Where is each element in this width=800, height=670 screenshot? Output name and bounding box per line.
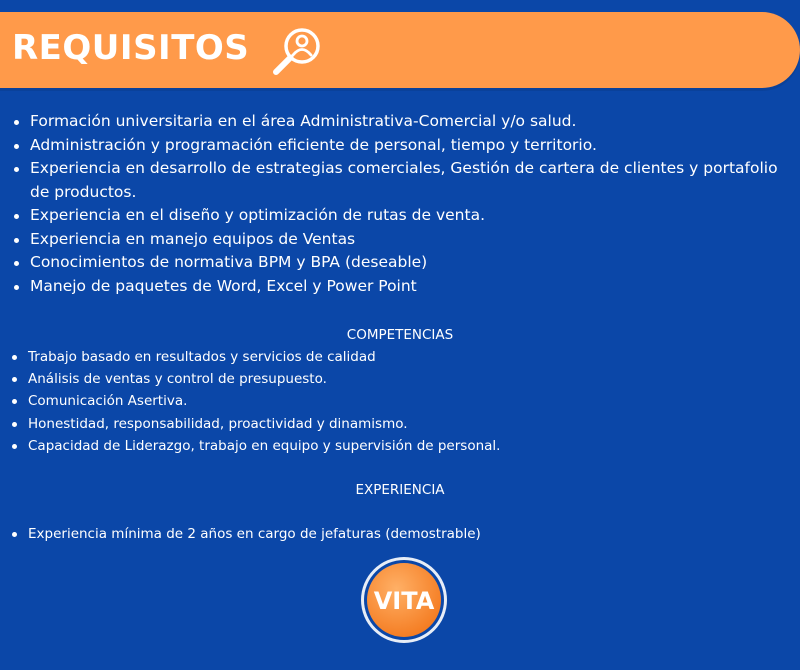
competencia-item: Capacidad de Liderazgo, trabajo en equipo y supervisión de personal. (10, 435, 790, 457)
logo-text: VITA (373, 587, 435, 615)
requirement-item: Administración y programación eficiente de personal, tiempo y territorio. (12, 134, 782, 158)
requirements-list (12, 110, 782, 298)
experiencia-list (10, 523, 790, 545)
requirement-item: Experiencia en manejo equipos de Ventas (12, 228, 782, 252)
competencias-heading: COMPETENCIAS (346, 327, 454, 343)
experiencia-heading: EXPERIENCIA (355, 482, 445, 498)
requirement-item: Formación universitaria en el área Administrativa-Comercial y/o salud. (12, 110, 782, 134)
competencia-item: Honestidad, responsabilidad, proactividad y dinamismo. (10, 413, 790, 435)
requirement-item: Experiencia en el diseño y optimización de rutas de venta. (12, 204, 782, 228)
competencias-list (10, 346, 790, 457)
competencia-item: Trabajo basado en resultados y servicios de calidad (10, 346, 790, 368)
requisitos-banner (0, 12, 800, 88)
requirement-item: Conocimientos de normativa BPM y BPA (deseable) (12, 251, 782, 275)
competencia-item: Análisis de ventas y control de presupuesto. (10, 368, 790, 390)
requirement-item: Manejo de paquetes de Word, Excel y Power Point (12, 275, 782, 299)
search-person-icon (266, 22, 326, 82)
experiencia-item: Experiencia mínima de 2 años en cargo de jefaturas (demostrable) (10, 523, 790, 545)
requirement-item: Experiencia en desarrollo de estrategias comerciales, Gestión de cartera de clientes y portafolio de productos. (12, 157, 782, 204)
competencia-item: Comunicación Asertiva. (10, 390, 790, 412)
vita-logo (359, 555, 449, 645)
banner-title: REQUISITOS (12, 28, 250, 68)
